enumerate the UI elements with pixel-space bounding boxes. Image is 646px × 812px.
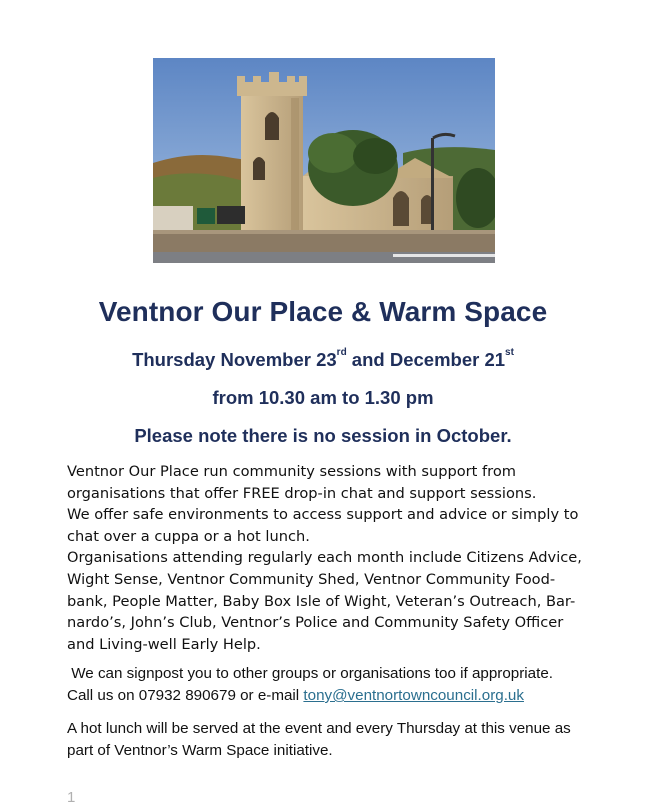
call-line [67,685,607,707]
description-line: Ventnor Our Place run community sessions with support from [67,463,516,480]
description-line: chat over a cuppa or a hot lunch. [67,527,310,545]
description-line: and Living-well Early Help. [67,635,261,653]
dates-prefix: Thursday November 23 [132,349,337,370]
description-line: Organisations attending regularly each month include Citizens Advice, [67,549,582,567]
church-illustration [153,58,495,263]
description-line: bank, People Matter, Baby Box Isle of Wight, Veteran’s Outreach, Bar- [67,592,576,610]
signpost-line: We can signpost you to other groups or organisations too if appropriate. [67,665,554,682]
lunch-line: A hot lunch will be served at the event and every Thursday at this venue as [67,720,571,737]
lunch-line: part of Ventnor’s Warm Space initiative. [67,742,333,759]
contact-paragraph [67,663,607,707]
lunch-paragraph [67,718,607,762]
october-note: Please note there is no session in October. [134,425,512,446]
page-number: 1 [67,789,76,806]
event-title: Ventnor Our Place & Warm Space [98,296,548,327]
description-line: nardo’s, John’s Club, Ventnor’s Police and Community Safety Officer [67,614,564,632]
event-dates [0,349,646,371]
description-line: Wight Sense, Ventnor Community Shed, Ventnor Community Food- [67,570,556,588]
description-paragraph [67,461,587,655]
email-link[interactable]: tony@ventnortowncouncil.org.uk [303,687,524,704]
dates-mid: and December 21 [346,349,506,370]
description-line: organisations that offer FREE drop-in chat and support sessions. [67,484,537,502]
description-line: We offer safe environments to access support and advice or simply to [67,506,579,524]
call-prefix: Call us on 07932 890679 or e-mail [67,687,304,704]
dates-sup-rd: rd [336,347,347,358]
event-times: from 10.30 am to 1.30 pm [212,387,434,408]
dates-sup-st: st [505,347,514,358]
church-photo [153,58,495,263]
